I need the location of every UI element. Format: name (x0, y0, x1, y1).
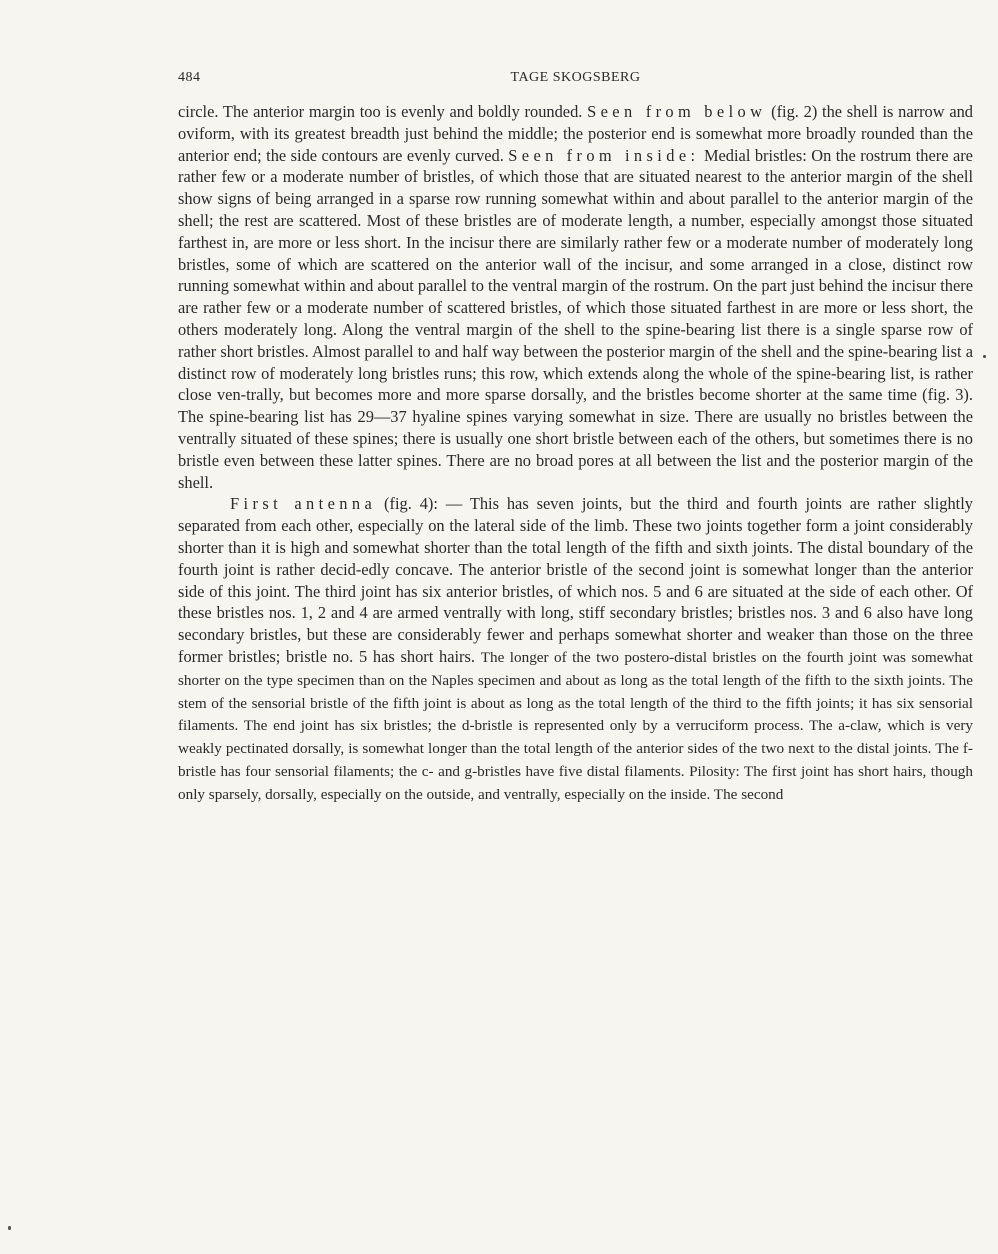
page-number: 484 (178, 70, 201, 85)
page-header (178, 70, 973, 92)
p2-sentence-2: The longer of the two postero-distal bristles on the fourth joint was somewhat shorter on the type specimen than on the Naples specimen and about as long as the total length of the fifth to the sixth joints. The stem of the sensorial bristle of the fifth joint is about as long as the total length of the third to the fifth joints; it has six sensorial filaments. The end joint has six bristles; the d-bristle is represented only by a verruciform process. The a-claw, which is very weakly pectinated dorsally, is somewhat longer than the total length of the anterior sides of the two next to the distal joints. The f-bristle has four sensorial filaments; the c- and g-bristles have five distal filaments. Pilosity: The first joint has short hairs, though only sparsely, dorsally, especially on the outside, and ventrally, especially on the inside. The second (178, 648, 973, 803)
paragraph-shell-description (178, 101, 973, 493)
p1-sentence-3: Medial bristles: On the rostrum there are rather few or a moderate number of bristles, of which those that are situated nearest to the anterior margin of the shell show signs of being arranged in a sparse row running somewhat within and about parallel to the anterior margin of the shell; the rest are scattered. Most of these bristles are of moderate length, a number, especially amongst those situated farthest in, are more or less short. In the incisur there are similarly rather few or a moderate number of moderately long bristles, some of which are scattered on the anterior wall of the incisur, and some arranged in a close, distinct row running somewhat within and about parallel to the ventral margin of the rostrum. On the part just behind the incisur there are rather few or a moderate number of scattered bristles, of which those situated farthest in are more or less short, the others moderately long. Along the ventral margin of the shell to the spine-bearing list there is a single sparse row of rather short bristles. Almost parallel to and half way between the posterior margin of the shell and the spine-bearing list a distinct row of moderately long bristles runs; this row, which extends along the whole of the spine-bearing list, is rather close ven-trally, but becomes more and more sparse dorsally, and the bristles become shorter at the same time (fig. 3). The spine-bearing list has 29—37 hyaline spines varying somewhat in size. There are usually no bristles between the ventrally situated of these spines; there is usually one short bristle between each of the others, but sometimes there is no bristle even between these latter spines. There are no broad pores at all between the list and the posterior margin of the shell. (178, 145, 973, 492)
paragraph-first-antenna (178, 493, 973, 805)
p1-spaced-heading-below: Seen from below (587, 102, 767, 121)
running-head: TAGE SKOGSBERG (510, 70, 641, 85)
p1-sentence-2: (fig. 2) the shell is narrow and oviform, with its greatest breadth just behind the middle; the posterior end is somewhat more broadly rounded than the anterior end; the side contours are evenly curved. (178, 102, 973, 165)
margin-speck-lower (8, 1226, 11, 1230)
p2-spaced-heading-first-antenna: First antenna (230, 494, 377, 514)
p1-spaced-heading-inside: Seen from inside: (508, 145, 700, 165)
p1-sentence-1: circle. The anterior margin too is evenly and boldly rounded. (178, 102, 583, 121)
body-text (178, 101, 973, 806)
p2-sentence-1: (fig. 4): — This has seven joints, but the third and fourth joints are rather slightly separated from each other, especially on the lateral side of the limb. These two joints together form a joint considerably shorter than it is high and somewhat shorter than the total length of the fifth and sixth joints. The distal boundary of the fourth joint is rather decid-edly concave. The anterior bristle of the second joint is somewhat longer than the anterior side of this joint. The third joint has six anterior bristles, of which nos. 5 and 6 are situated at the side of each other. Of these bristles nos. 1, 2 and 4 are armed ventrally with long, stiff secondary bristles; bristles nos. 3 and 6 also have long secondary bristles, but these are considerably fewer and perhaps somewhat shorter and weaker than those on the three former bristles; bristle no. 5 has short hairs. (178, 494, 973, 666)
margin-speck (983, 355, 986, 358)
